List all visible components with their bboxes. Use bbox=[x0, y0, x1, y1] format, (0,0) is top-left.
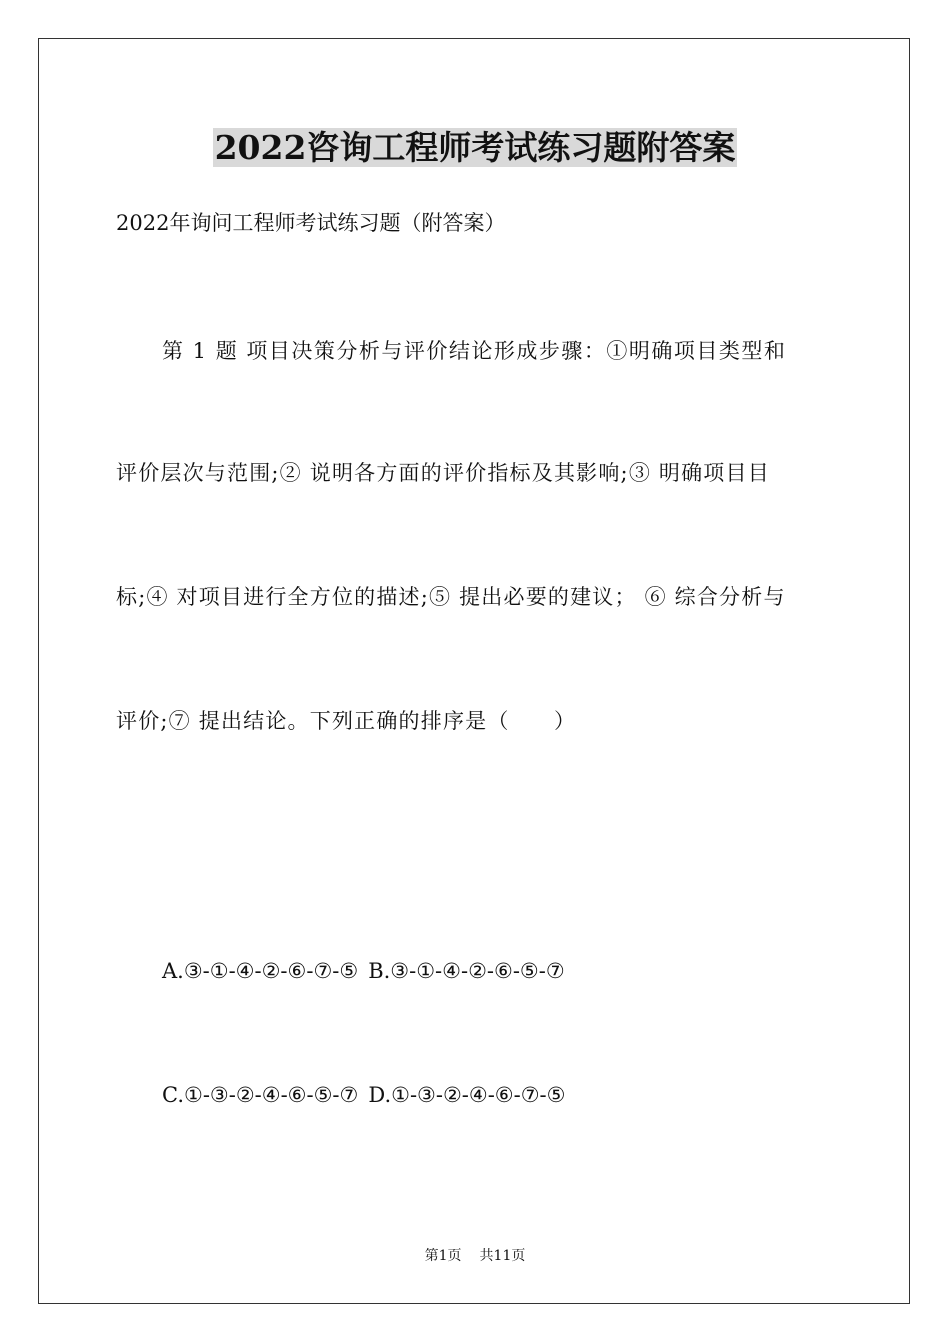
option-c: C.①-③-②-④-⑥-⑤-⑦ bbox=[162, 1083, 359, 1107]
options-row-2 bbox=[162, 1080, 565, 1110]
question-line-3: 标;④ 对项目进行全方位的描述;⑤ 提出必要的建议； ⑥ 综合分析与 bbox=[116, 585, 786, 609]
page-footer bbox=[0, 1246, 950, 1266]
option-b: B.③-①-④-②-⑥-⑤-⑦ bbox=[368, 959, 565, 983]
option-d: D.①-③-②-④-⑥-⑦-⑤ bbox=[368, 1083, 566, 1107]
question-line-4: 评价;⑦ 提出结论。下列正确的排序是（ ） bbox=[116, 709, 577, 733]
options-row-1 bbox=[162, 956, 565, 986]
question-line-2: 评价层次与范围;② 说明各方面的评价指标及其影响;③ 明确项目目 bbox=[116, 461, 770, 485]
page-total: 共11页 bbox=[479, 1248, 526, 1264]
page-number: 第1页 bbox=[424, 1248, 462, 1264]
question-line-1: 第 1 题 项目决策分析与评价结论形成步骤：①明确项目类型和 bbox=[162, 339, 787, 363]
option-a: A.③-①-④-②-⑥-⑦-⑤ bbox=[162, 959, 359, 983]
document-title bbox=[0, 126, 950, 170]
document-title-text: 2022咨询工程师考试练习题附答案 bbox=[214, 128, 736, 167]
document-subtitle: 2022年询问工程师考试练习题（附答案） bbox=[116, 211, 506, 235]
